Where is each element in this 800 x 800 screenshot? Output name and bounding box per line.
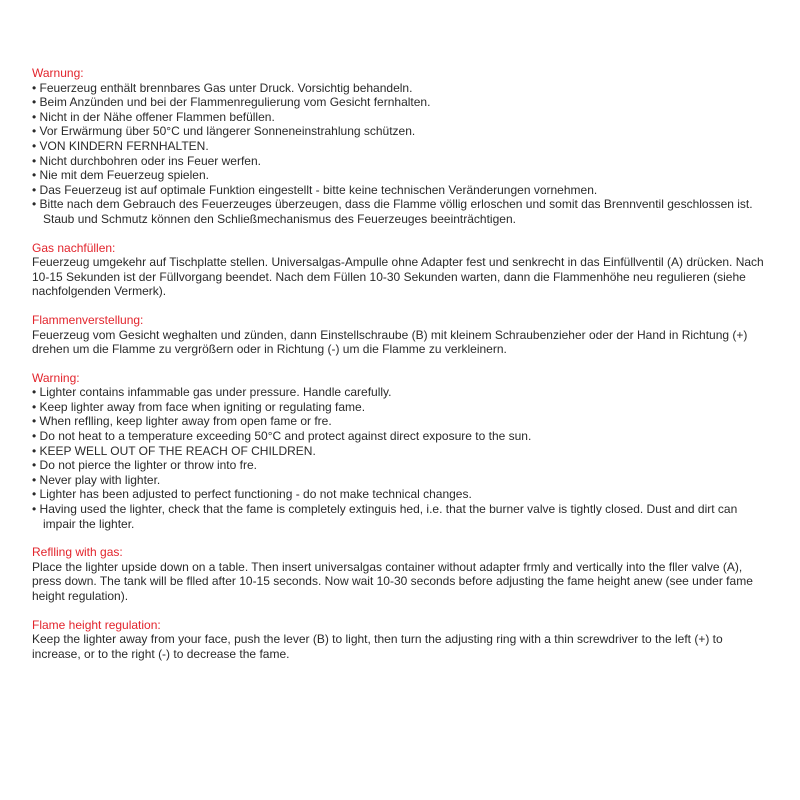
instruction-section (32, 618, 771, 662)
section-heading: Flammenverstellung: (32, 312, 144, 327)
instruction-section (32, 371, 771, 532)
instruction-document (32, 66, 771, 661)
bullet-line: • Bitte nach dem Gebrauch des Feuerzeuges überzeugen, dass die Flamme völlig erloschen und somit das Brennventil geschlossen ist. Staub und Schmutz können den Schließmechanismus des Feuerzeuges beeinträchtigen. (32, 197, 753, 226)
section-body (32, 81, 771, 227)
bullet-line: • Nicht durchbohren oder ins Feuer werfen. (32, 153, 261, 168)
section-heading: Flame height regulation: (32, 617, 161, 632)
section-paragraph: Place the lighter upside down on a table. Then insert universalgas container without adapter frmly and vertically into the fller valve (A), press down. The tank will be flled after 10-15 seconds. Now wait 10-30 seconds before adjusting the fame height anew (see under fame height regulation). (32, 559, 753, 603)
bullet-line: • Nie mit dem Feuerzeug spielen. (32, 168, 209, 183)
section-paragraph: Feuerzeug vom Gesicht weghalten und zünden, dann Einstellschraube (B) mit kleinem Schraubenzieher oder der Hand in Richtung (+) drehen um die Flamme zu vergrößern oder in Richtung (-) um die Flamme zu verkleinern. (32, 327, 748, 357)
section-body (32, 560, 771, 604)
instruction-section (32, 313, 771, 357)
bullet-line: • Beim Anzünden und bei der Flammenregulierung vom Gesicht fernhalten. (32, 95, 431, 110)
bullet-line: • Das Feuerzeug ist auf optimale Funktion eingestellt - bitte keine technischen Veränderungen vornehmen. (32, 182, 598, 197)
section-body (32, 328, 771, 357)
bullet-line: • Never play with lighter. (32, 472, 161, 487)
section-heading: Warning: (32, 370, 80, 385)
section-body (32, 255, 771, 299)
bullet-line: • Nicht in der Nähe offener Flammen befüllen. (32, 109, 275, 124)
section-paragraph: Feuerzeug umgekehr auf Tischplatte stellen. Universalgas-Ampulle ohne Adapter fest und senkrecht in das Einfüllventil (A) drücken. Nach 10-15 Sekunden ist der Füllvorgang beendet. Nach dem Füllen 10-30 Sekunden warten, dann die Flammenhöhe neu regulieren (siehe nachfolgenden Vermerk). (32, 255, 764, 299)
instruction-section (32, 66, 771, 227)
bullet-line: • Lighter contains infammable gas under pressure. Handle carefully. (32, 385, 392, 400)
instruction-section (32, 545, 771, 603)
bullet-line: • Having used the lighter, check that the fame is completely extinguis hed, i.e. that the burner valve is tightly closed. Dust and dirt can impair the lighter. (32, 502, 738, 531)
bullet-line: • Feuerzeug enthält brennbares Gas unter Druck. Vorsichtig behandeln. (32, 80, 413, 95)
section-paragraph: Keep the lighter away from your face, push the lever (B) to light, then turn the adjusting ring with a thin screwdriver to the left (+) to increase, or to the right (-) to decrease the fame. (32, 632, 723, 661)
bullet-line: • Vor Erwärmung über 50°C und längerer Sonneneinstrahlung schützen. (32, 124, 416, 139)
bullet-line: • Keep lighter away from face when igniting or regulating fame. (32, 399, 366, 414)
instruction-section (32, 241, 771, 299)
section-body (32, 632, 771, 661)
bullet-line: • Do not heat to a temperature exceeding 50°C and protect against direct exposure to the sun. (32, 429, 532, 444)
bullet-line: • Do not pierce the lighter or throw into fre. (32, 458, 257, 473)
section-heading: Warnung: (32, 66, 84, 80)
bullet-line: • Lighter has been adjusted to perfect functioning - do not make technical changes. (32, 487, 472, 502)
bullet-line: • When reflling, keep lighter away from open fame or fre. (32, 414, 332, 429)
section-heading: Reflling with gas: (32, 545, 123, 560)
section-heading: Gas nachfüllen: (32, 240, 116, 255)
section-body (32, 385, 771, 531)
bullet-line: • KEEP WELL OUT OF THE REACH OF CHILDREN. (32, 443, 316, 458)
bullet-line: • VON KINDERN FERNHALTEN. (32, 138, 209, 153)
